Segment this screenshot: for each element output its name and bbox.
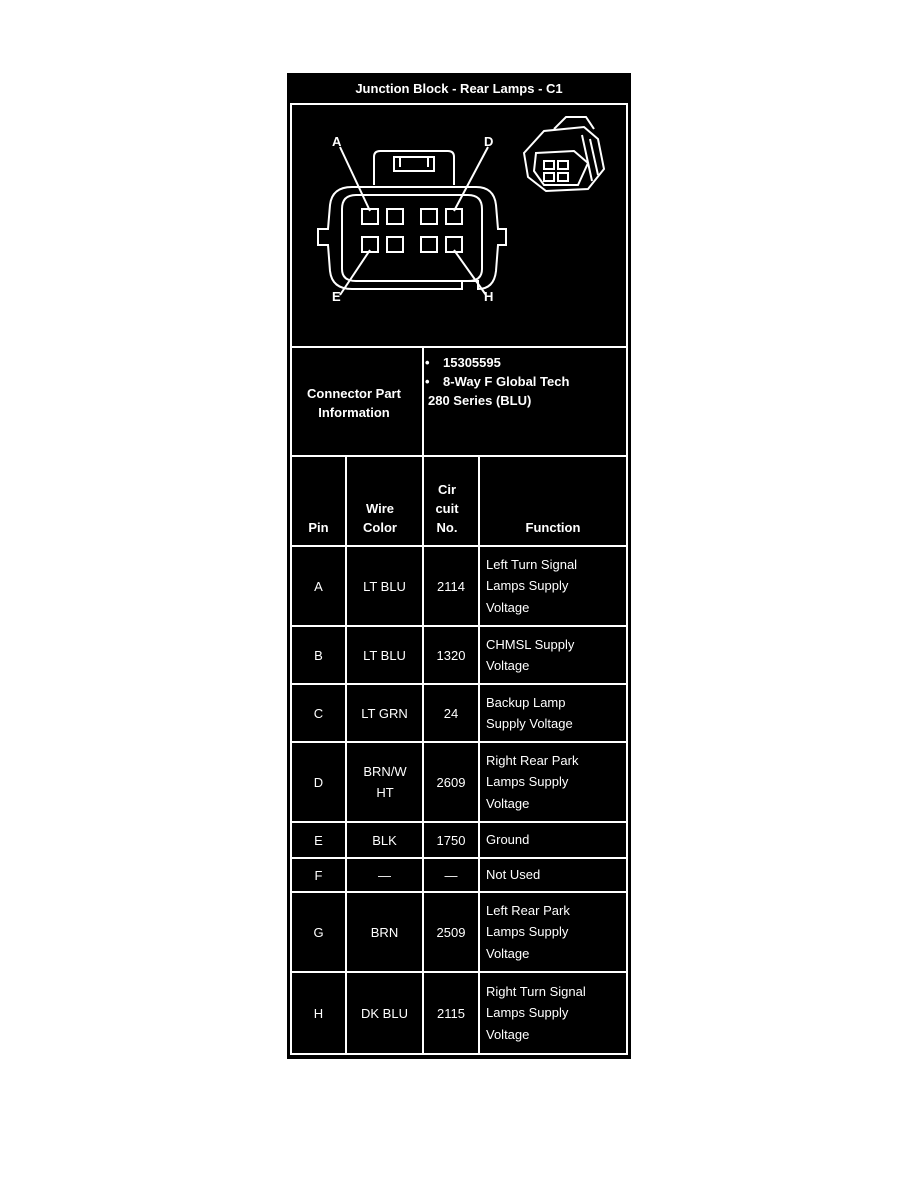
circuit-cell: 2114	[437, 578, 465, 594]
circuit-cell: 2609	[436, 774, 466, 790]
function-cell: Right Rear Park Lamps Supply Voltage	[486, 752, 579, 811]
wire-color-cell: BRN	[370, 924, 399, 940]
wire-color-cell: —	[378, 867, 391, 883]
frame-right	[626, 103, 628, 1055]
function-cell: Left Rear Park Lamps Supply Voltage	[486, 902, 570, 961]
divider	[422, 346, 424, 457]
pin-cell: B	[314, 647, 323, 663]
divider	[290, 346, 628, 348]
circuit-cell: —	[444, 867, 458, 883]
function-cell: Not Used	[486, 867, 541, 883]
circuit-cell: 2115	[437, 1005, 465, 1021]
function-cell: Right Turn Signal Lamps Supply Voltage	[486, 983, 586, 1042]
function-cell: Backup Lamp Supply Voltage	[486, 694, 573, 731]
callout-d: D	[484, 134, 494, 149]
circuit-cell: 1750	[436, 832, 466, 848]
pin-cell: G	[313, 924, 324, 940]
callout-e: E	[332, 289, 341, 304]
frame-bottom	[290, 1053, 628, 1055]
connector-series: 280 Series (BLU)	[428, 393, 532, 408]
circuit-cell: 1320	[436, 647, 466, 663]
part-number: 15305595	[443, 355, 501, 370]
connector-info-list	[425, 353, 625, 410]
bullet: •	[425, 374, 430, 389]
connector-face-diagram	[292, 105, 626, 346]
connector-info-item	[425, 353, 625, 372]
callout-h: H	[484, 289, 494, 304]
connector-pinout-sheet	[287, 73, 631, 1059]
wire-color-cell: DK BLU	[361, 1005, 408, 1021]
pin-cell: A	[314, 578, 323, 594]
function-cell: CHMSL Supply Voltage	[486, 636, 575, 673]
wire-color-cell: BLK	[372, 832, 397, 848]
header-circuit-no: Cir cuit No.	[435, 482, 459, 535]
bullet: •	[425, 355, 430, 370]
pin-cell: H	[313, 1005, 324, 1021]
wire-color-cell: LT GRN	[361, 705, 408, 721]
function-cell: Left Turn Signal Lamps Supply Voltage	[486, 556, 578, 615]
wire-color-cell: LT BLU	[363, 578, 406, 594]
function-cell: Ground	[486, 832, 530, 848]
wire-color-cell: BRN/W HT	[363, 764, 407, 800]
pin-cell: C	[313, 705, 324, 721]
callout-a: A	[332, 134, 342, 149]
pin-cell: D	[313, 774, 324, 790]
connector-info-label: Connector Part Information	[307, 386, 401, 420]
connector-type: 8-Way F Global Tech	[443, 374, 570, 389]
header-function: Function	[525, 520, 581, 535]
page-title: Junction Block - Rear Lamps - C1	[355, 80, 563, 96]
header-wire-color: Wire Color	[363, 501, 397, 535]
header-pin: Pin	[308, 520, 329, 535]
circuit-cell: 24	[443, 705, 459, 721]
circuit-cell: 2509	[436, 924, 466, 940]
connector-info-item	[425, 372, 625, 391]
connector-info-item	[425, 391, 625, 410]
wire-color-cell: LT BLU	[363, 647, 406, 663]
pin-cell: E	[314, 832, 323, 848]
pin-cell: F	[314, 867, 323, 883]
